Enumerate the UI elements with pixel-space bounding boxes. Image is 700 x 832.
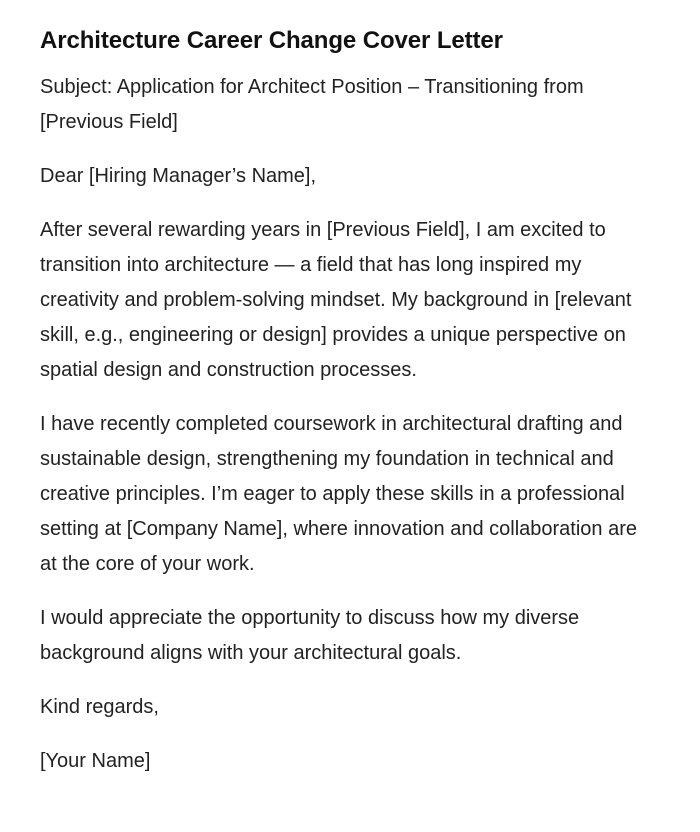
body-paragraph-3: I would appreciate the opportunity to discuss how my diverse background aligns with your architectural goals. bbox=[40, 607, 580, 664]
body-paragraph-1: After several rewarding years in [Previous Field], I am excited to transition into architecture — a field that has long inspired my creativity and problem-solving mindset. My background in [relevant skill, e.g., engineering or design] provides a unique perspective on spatial design and construction processes. bbox=[40, 219, 632, 381]
closing-line: Kind regards, bbox=[40, 696, 159, 718]
page-title: Architecture Career Change Cover Letter bbox=[40, 27, 503, 54]
subject-line: Subject: Application for Architect Position – Transitioning from [Previous Field] bbox=[40, 76, 584, 133]
body-paragraph-2: I have recently completed coursework in architectural drafting and sustainable design, strengthening my foundation in technical and creative principles. I’m eager to apply these skills in a professional setting at [Company Name], where innovation and collaboration are at the core of your work. bbox=[40, 413, 638, 575]
signature: [Your Name] bbox=[40, 750, 151, 772]
salutation: Dear [Hiring Manager’s Name], bbox=[40, 165, 317, 187]
